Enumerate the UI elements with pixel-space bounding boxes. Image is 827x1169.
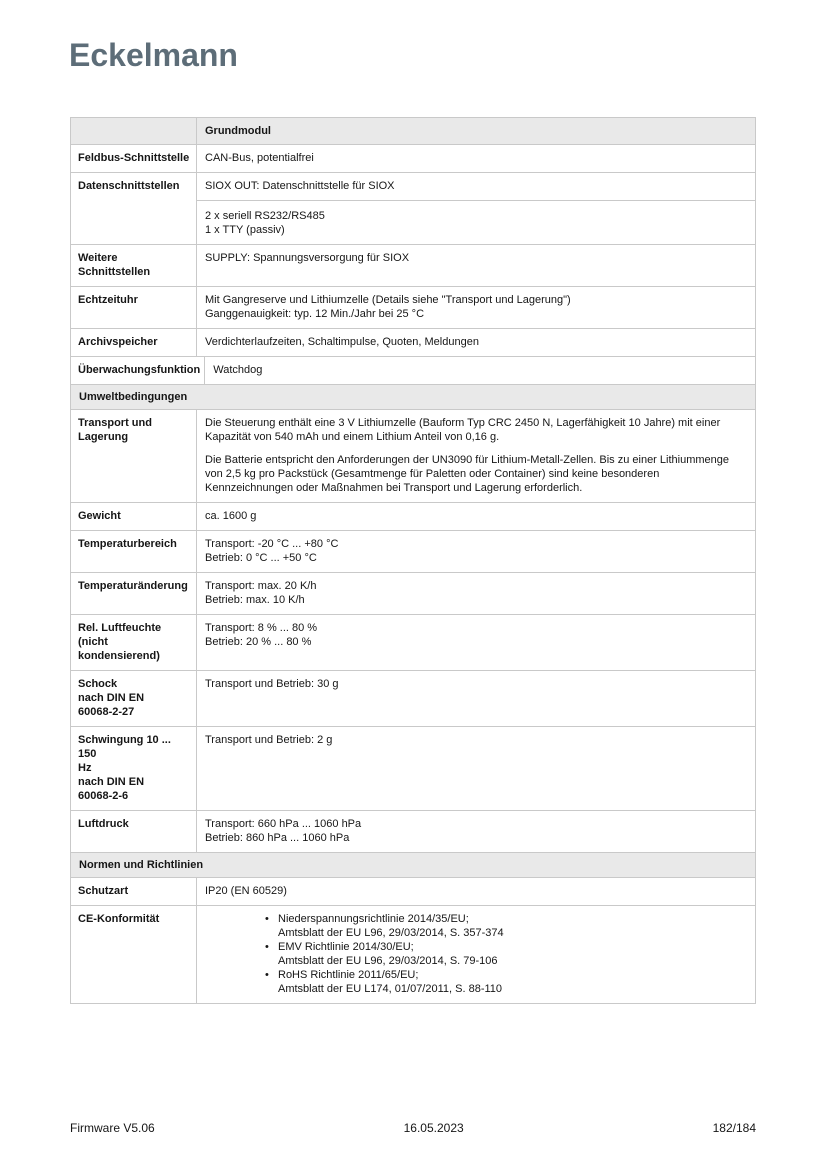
spec-value-area (197, 531, 755, 572)
paragraph (205, 151, 747, 165)
spec-value-cell (197, 573, 755, 614)
text-line: • Niederspannungsrichtlinie 2014/35/EU; (278, 913, 469, 925)
spec-row (71, 906, 755, 1003)
bullet-item (265, 940, 747, 968)
section-title: Umweltbedingungen (79, 391, 188, 403)
spec-label-line: Schutzart (78, 885, 129, 897)
text-line: • EMV Richtlinie 2014/30/EU; (278, 941, 414, 953)
spec-row (71, 245, 755, 287)
paragraph (205, 335, 747, 349)
text-line: • RoHS Richtlinie 2011/65/EU; (278, 969, 419, 981)
text-line: Ganggenauigkeit: typ. 12 Min./Jahr bei 25 °C (205, 308, 425, 320)
text-line: Amtsblatt der EU L96, 29/03/2014, S. 357-374 (278, 927, 504, 939)
spec-label-line: Temperaturbereich (78, 538, 177, 550)
text-line: Betrieb: max. 10 K/h (205, 594, 305, 606)
spec-label-line: Luftdruck (78, 818, 129, 830)
spec-label (71, 531, 197, 572)
spec-value-area (205, 357, 755, 384)
spec-label (71, 357, 205, 384)
spec-label-line: Datenschnittstellen (78, 180, 180, 192)
spec-value-area (197, 410, 755, 502)
spec-label (71, 615, 197, 670)
text-line: Transport: 8 % ... 80 % (205, 622, 318, 634)
spec-row (71, 287, 755, 329)
paragraph (205, 453, 747, 495)
spec-label-line: Feldbus-Schnittstelle (78, 152, 190, 164)
spec-value-cell (197, 727, 755, 810)
header-empty-cell (71, 118, 197, 144)
text-line: Transport: 660 hPa ... 1060 hPa (205, 818, 362, 830)
column-header: Grundmodul (205, 125, 271, 137)
company-logo: Eckelmann (69, 37, 238, 73)
spec-label-line: Temperaturänderung (78, 580, 188, 592)
spec-value-area (197, 906, 755, 1003)
text-line: Die Steuerung enthält eine 3 V Lithiumzelle (Bauform Typ CRC 2450 N, Lagerfähigkeit 10 Jahre) mit einer Kapazität von 540 mAh und einem Lithium Anteil von 0,16 g. (205, 417, 721, 443)
spec-value-cell (197, 615, 755, 670)
spec-value-cell (197, 200, 755, 244)
spec-label (71, 503, 197, 530)
text-line: Transport und Betrieb: 2 g (205, 734, 333, 746)
spec-row (71, 811, 755, 853)
text-line: Watchdog (213, 364, 263, 376)
spec-table (70, 117, 756, 1004)
spec-value-area (197, 503, 755, 530)
text-line: Betrieb: 20 % ... 80 % (205, 636, 312, 648)
spec-row (71, 615, 755, 671)
spec-value-cell (197, 329, 755, 356)
spec-value-cell (197, 245, 755, 286)
text-line: ca. 1600 g (205, 510, 257, 522)
spec-label-line: 60068-2-27 (78, 706, 135, 718)
section-header-row (71, 385, 755, 410)
text-line: Die Batterie entspricht den Anforderungen der UN3090 für Lithium-Metall-Zellen. Bis zu einer Lithiummenge von 2,5 kg pro Packstück (Gesamtmenge für Paletten oder Container) sind keine besonderen Kennzeichnungen oder Maßnahmen bei Transport und Lagerung erforderlich. (205, 454, 729, 494)
spec-label-line: Archivspeicher (78, 336, 158, 348)
spec-label-line: Schwingung 10 ... 150 (78, 734, 171, 760)
spec-label-line: (nicht kondensierend) (78, 636, 160, 662)
spec-label (71, 811, 197, 852)
spec-row (71, 357, 755, 385)
spec-value-cell (205, 357, 755, 384)
spec-label-line: Gewicht (78, 510, 121, 522)
paragraph (205, 884, 747, 898)
spec-value-area (197, 145, 755, 172)
spec-label (71, 906, 197, 1003)
spec-value-area (197, 173, 755, 244)
paragraph (205, 251, 747, 265)
footer-date: 16.05.2023 (403, 1121, 464, 1135)
spec-value-cell (197, 531, 755, 572)
spec-label-line: Rel. Luftfeuchte (78, 622, 162, 634)
paragraph (205, 621, 747, 649)
spec-value-cell (197, 906, 755, 1003)
spec-label-line: Schock (78, 678, 118, 690)
spec-row (71, 727, 755, 811)
spec-label-line: Weitere Schnittstellen (78, 252, 151, 278)
spec-value-area (197, 727, 755, 810)
text-line: Transport: max. 20 K/h (205, 580, 317, 592)
spec-value-area (197, 615, 755, 670)
spec-row (71, 531, 755, 573)
spec-label (71, 671, 197, 726)
spec-row (71, 671, 755, 727)
spec-label-line: Hz (78, 762, 92, 774)
text-line: Amtsblatt der EU L174, 01/07/2011, S. 88-110 (278, 983, 503, 995)
spec-label (71, 173, 197, 244)
paragraph (205, 677, 747, 691)
spec-value-area (197, 329, 755, 356)
section-title: Normen und Richtlinien (79, 859, 204, 871)
footer-firmware-version: Firmware V5.06 (70, 1121, 155, 1135)
spec-row (71, 503, 755, 531)
paragraph (205, 733, 747, 747)
text-line: Transport und Betrieb: 30 g (205, 678, 339, 690)
text-line: SUPPLY: Spannungsversorgung für SIOX (205, 252, 410, 264)
text-line: Mit Gangreserve und Lithiumzelle (Details siehe "Transport und Lagerung") (205, 294, 571, 306)
text-line: Amtsblatt der EU L96, 29/03/2014, S. 79-106 (278, 955, 498, 967)
spec-label-line: Transport und (78, 417, 152, 429)
spec-value-cell (197, 878, 755, 905)
spec-label (71, 410, 197, 502)
spec-value-cell (197, 173, 755, 200)
page-footer (70, 1121, 756, 1136)
paragraph (205, 509, 747, 523)
footer-page-number: 182/184 (712, 1121, 756, 1135)
bullet-list (205, 912, 747, 996)
spec-row (71, 145, 755, 173)
text-line: Betrieb: 0 °C ... +50 °C (205, 552, 317, 564)
spec-value-area (197, 573, 755, 614)
spec-value-area (197, 287, 755, 328)
spec-value-area (197, 811, 755, 852)
spec-label-line: nach DIN EN (78, 776, 145, 788)
paragraph (205, 416, 747, 444)
text-line: Transport: -20 °C ... +80 °C (205, 538, 339, 550)
section-header-row (71, 853, 755, 878)
spec-row (71, 173, 755, 245)
spec-label-line: Lagerung (78, 431, 129, 443)
text-line: 1 x TTY (passiv) (205, 224, 285, 236)
text-line: Verdichterlaufzeiten, Schaltimpulse, Quoten, Meldungen (205, 336, 479, 348)
spec-value-cell (197, 287, 755, 328)
paragraph (213, 363, 747, 377)
text-line: SIOX OUT: Datenschnittstelle für SIOX (205, 180, 395, 192)
spec-label (71, 245, 197, 286)
spec-row (71, 410, 755, 503)
spec-value-cell (197, 671, 755, 726)
spec-label (71, 329, 197, 356)
spec-label-line: Überwachungsfunktion (78, 364, 201, 376)
text-line: 2 x seriell RS232/RS485 (205, 210, 325, 222)
paragraph (205, 537, 747, 565)
spec-value-area (197, 671, 755, 726)
paragraph (205, 817, 747, 845)
text-line: Betrieb: 860 hPa ... 1060 hPa (205, 832, 350, 844)
spec-label-line: 60068-2-6 (78, 790, 129, 802)
spec-value-cell (197, 811, 755, 852)
spec-label (71, 727, 197, 810)
bullet-item (265, 912, 747, 940)
spec-value-cell (197, 503, 755, 530)
spec-value-area (197, 878, 755, 905)
spec-label (71, 573, 197, 614)
spec-label (71, 878, 197, 905)
text-line: CAN-Bus, potentialfrei (205, 152, 314, 164)
paragraph (205, 179, 747, 193)
table-header-row (71, 118, 755, 145)
spec-value-area (197, 245, 755, 286)
spec-row (71, 329, 755, 357)
paragraph (205, 293, 747, 321)
paragraph (205, 579, 747, 607)
spec-label-line: Echtzeituhr (78, 294, 138, 306)
spec-label-line: nach DIN EN (78, 692, 145, 704)
spec-label (71, 287, 197, 328)
bullet-item (265, 968, 747, 996)
text-line: IP20 (EN 60529) (205, 885, 287, 897)
spec-value-cell (197, 145, 755, 172)
spec-value-cell (197, 410, 755, 502)
spec-label-line: CE-Konformität (78, 913, 160, 925)
spec-label (71, 145, 197, 172)
spec-row (71, 878, 755, 906)
spec-row (71, 573, 755, 615)
paragraph (205, 209, 747, 237)
